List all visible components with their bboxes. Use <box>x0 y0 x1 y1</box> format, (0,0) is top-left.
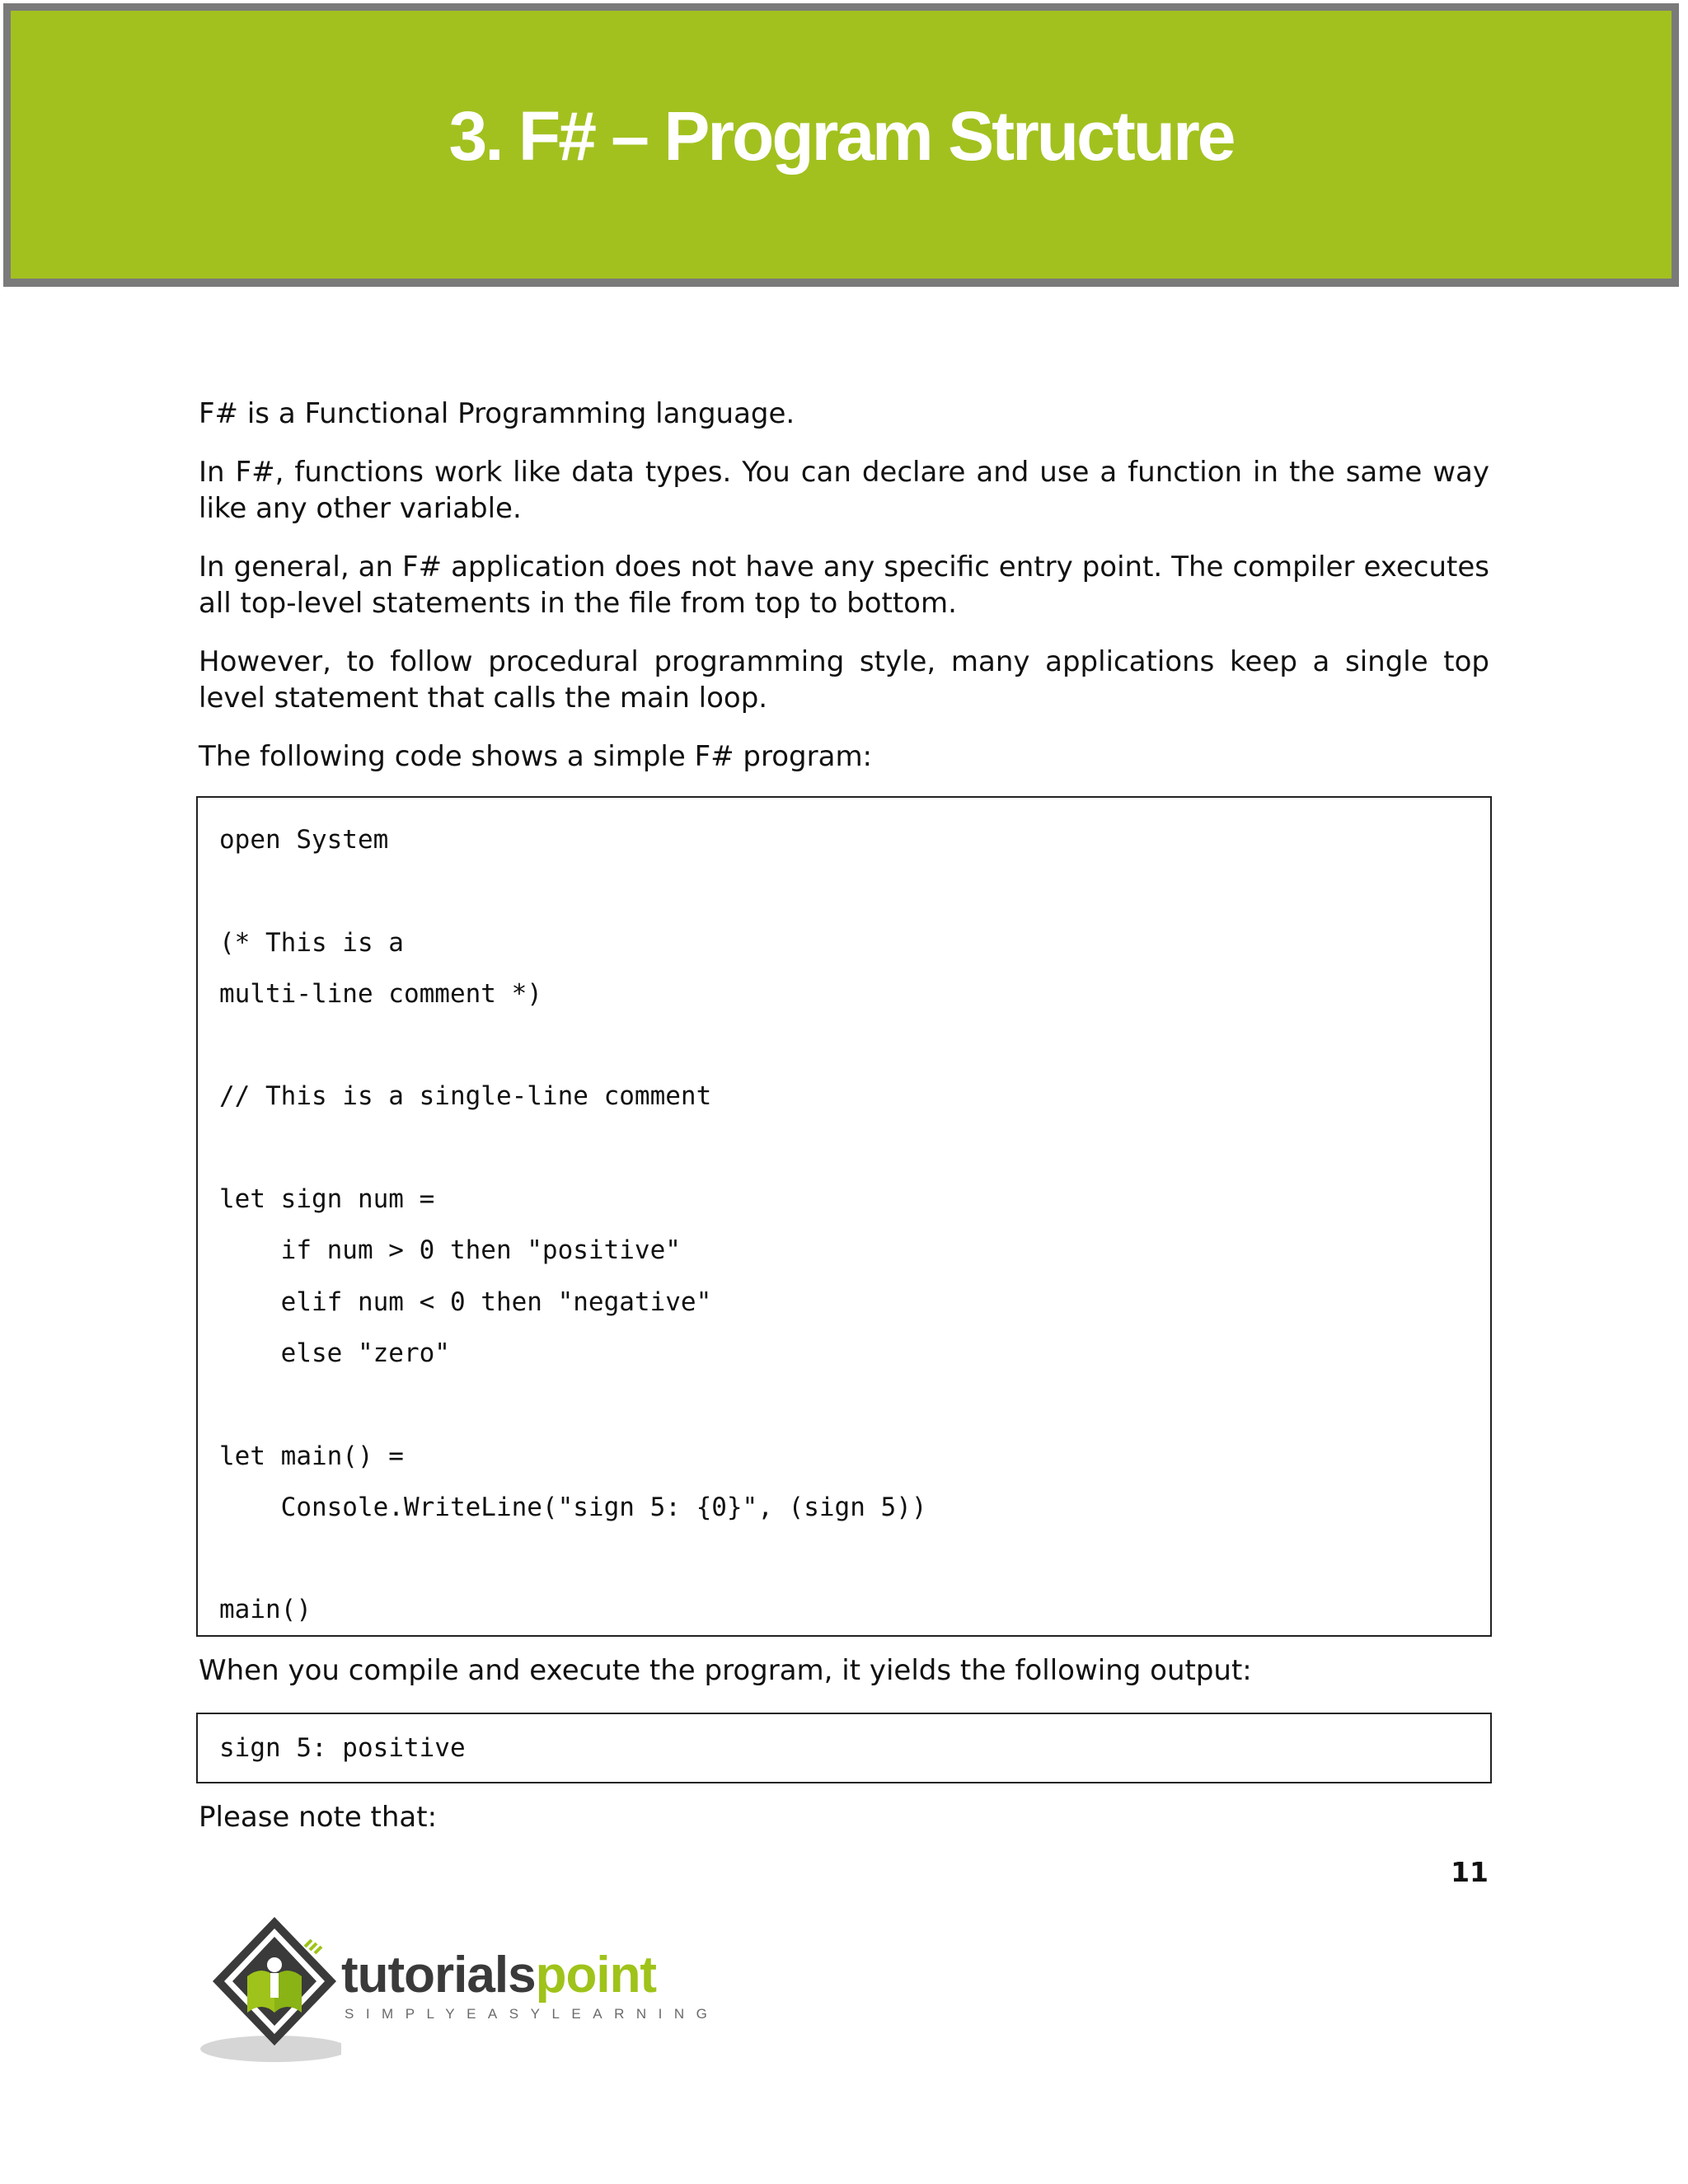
code-line <box>219 865 927 916</box>
code-lines <box>219 814 927 1636</box>
code-line <box>219 1122 927 1174</box>
output-line: sign 5: positive <box>219 1733 466 1763</box>
tutorialspoint-logo <box>196 1910 720 2067</box>
body-text <box>199 396 1489 797</box>
code-line: (* This is a <box>219 927 404 958</box>
code-line: else "zero" <box>219 1338 450 1368</box>
paragraph: The following code shows a simple F# program: <box>199 740 873 773</box>
note-text: Please note that: <box>199 1801 438 1834</box>
paragraph: In F#, functions work like data types. You can declare and use a function in the same way like any other variable. <box>199 456 1489 525</box>
code-line: main() <box>219 1595 312 1625</box>
code-block <box>196 796 1492 1637</box>
page-number: 11 <box>1451 1856 1489 1888</box>
code-line <box>219 1019 927 1071</box>
code-line: Console.WriteLine("sign 5: {0}", (sign 5)) <box>219 1492 927 1522</box>
code-line: multi-line comment *) <box>219 978 542 1009</box>
chapter-header <box>3 3 1679 287</box>
code-line: open System <box>219 825 389 855</box>
code-line: let sign num = <box>219 1184 435 1215</box>
code-line: if num > 0 then "positive" <box>219 1235 681 1266</box>
code-line: // This is a single-line comment <box>219 1081 712 1112</box>
logo-diamond-icon <box>196 1910 341 2067</box>
output-block <box>196 1713 1492 1783</box>
code-line: elif num < 0 then "negative" <box>219 1286 712 1317</box>
paragraph: In general, an F# application does not have any specific entry point. The compiler executes all top-level statements in the file from top to bottom. <box>199 551 1489 620</box>
code-line <box>219 1379 927 1430</box>
code-line: let main() = <box>219 1441 404 1471</box>
code-line <box>219 1533 927 1584</box>
logo-wordmark: tutorialspoint <box>341 1947 657 2004</box>
paragraph: F# is a Functional Programming language. <box>199 397 795 430</box>
logo-tagline: SIMPLYEASYLEARNING <box>345 2006 720 2022</box>
output-intro: When you compile and execute the program, it yields the following output: <box>199 1654 1252 1687</box>
chapter-title: 3. F# – Program Structure <box>448 97 1234 175</box>
paragraph: However, to follow procedural programming style, many applications keep a single top level statement that calls the main loop. <box>199 645 1489 715</box>
